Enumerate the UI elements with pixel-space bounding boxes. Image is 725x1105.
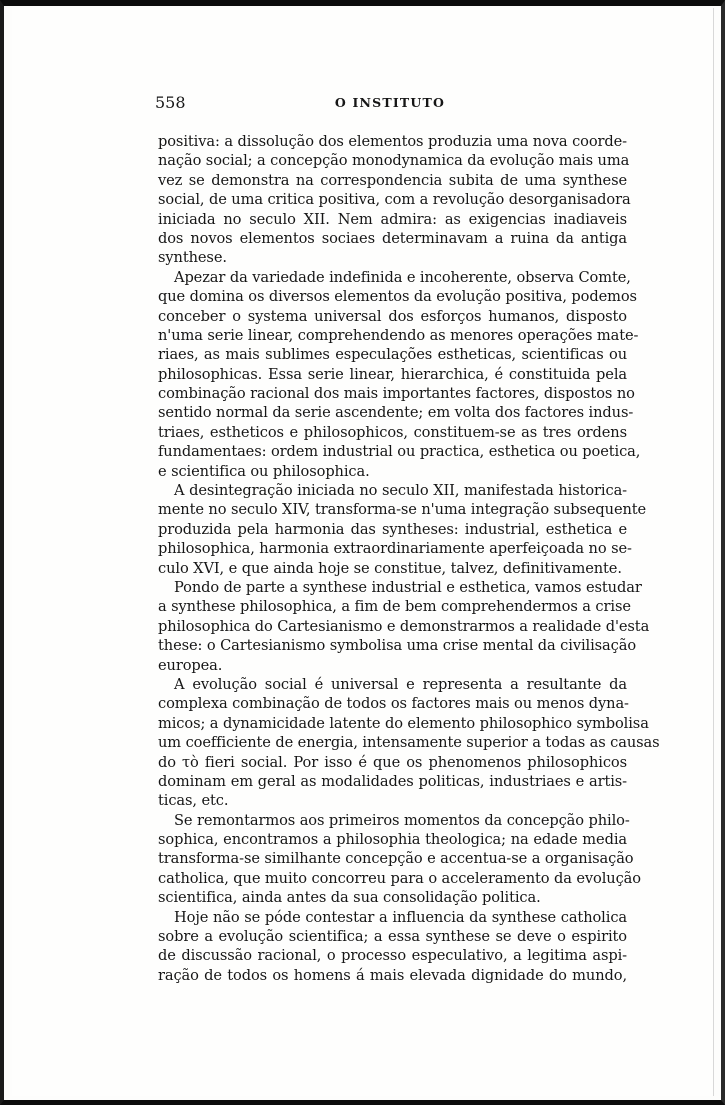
text-line: um coefficiente de energia, intensamente superior a todas as causas bbox=[158, 734, 660, 752]
text-line: complexa combinação de todos os factores mais ou menos dyna- bbox=[158, 695, 629, 713]
text-line: transforma-se similhante concepção e accentua-se a organisação bbox=[158, 850, 634, 868]
text-line: n'uma serie linear, comprehendendo as menores operações mate- bbox=[158, 326, 639, 344]
text-line: que domina os diversos elementos da evolução positiva, podemos bbox=[158, 288, 637, 306]
text-line: Se remontarmos aos primeiros momentos da concepção philo- bbox=[174, 811, 630, 829]
text-line: culo XVI, e que ainda hoje se constitue, talvez, definitivamente. bbox=[158, 559, 622, 577]
page-header bbox=[155, 92, 625, 114]
body-text bbox=[158, 132, 660, 985]
running-title: O INSTITUTO bbox=[334, 95, 446, 110]
text-line: combinação racional dos mais importantes factores, dispostos no bbox=[158, 385, 635, 403]
text-line: micos; a dynamicidade latente do elemento philosophico symbolisa bbox=[158, 714, 649, 732]
text-line: produzida pela harmonia das syntheses: industrial, esthetica e bbox=[158, 520, 627, 538]
text-line: catholica, que muito concorreu para o acceleramento da evolução bbox=[158, 869, 641, 887]
text-line: ticas, etc. bbox=[158, 792, 229, 810]
text-line: A evolução social é universal e representa a resultante da bbox=[174, 675, 627, 693]
page-number: 558 bbox=[155, 93, 186, 112]
text-line: philosophicas. Essa serie linear, hierarchica, é constituida pela bbox=[158, 365, 627, 383]
text-line: dominam em geral as modalidades politicas, industriaes e artis- bbox=[158, 772, 627, 790]
text-line: riaes, as mais sublimes especulações estheticas, scientificas ou bbox=[158, 346, 627, 364]
text-line: sophica, encontramos a philosophia theologica; na edade media bbox=[158, 831, 627, 849]
text-line: conceber o systema universal dos esforços humanos, disposto bbox=[158, 307, 627, 325]
text-line: vez se demonstra na correspondencia subita de uma synthese bbox=[158, 171, 627, 189]
text-line: positiva: a dissolução dos elementos produzia uma nova coorde- bbox=[158, 133, 627, 150]
text-line: these: o Cartesianismo symbolisa uma crise mental da civilisação bbox=[158, 637, 637, 655]
text-line: A desintegração iniciada no seculo XII, manifestada historica- bbox=[174, 482, 627, 500]
text-line: social, de uma critica positiva, com a revolução desorganisadora bbox=[158, 191, 631, 209]
text-line: iniciada no seculo XII. Nem admira: as exigencias inadiaveis bbox=[158, 210, 627, 228]
text-line: nação social; a concepção monodynamica da evolução mais uma bbox=[158, 152, 630, 170]
text-line: mente no seculo XIV, transforma-se n'uma integração subsequente bbox=[158, 501, 647, 519]
text-line: fundamentaes: ordem industrial ou practica, esthetica ou poetica, bbox=[158, 443, 641, 461]
text-line: ração de todos os homens á mais elevada dignidade do mundo, bbox=[158, 966, 627, 984]
text-line: Pondo de parte a synthese industrial e esthetica, vamos estudar bbox=[174, 578, 642, 596]
text-line: Hoje não se póde contestar a influencia da synthese catholica bbox=[174, 908, 627, 926]
text-line: triaes, estheticos e philosophicos, constituem-se as tres ordens bbox=[158, 423, 627, 441]
text-line: synthese. bbox=[158, 249, 227, 267]
text-line: Apezar da variedade indefinida e incoherente, observa Comte, bbox=[174, 268, 631, 286]
text-line: scientifica, ainda antes da sua consolidação politica. bbox=[158, 889, 541, 907]
text-line: e scientifica ou philosophica. bbox=[158, 462, 370, 480]
text-line: philosophica, harmonia extraordinariamente aperfeiçoada no se- bbox=[158, 540, 632, 558]
text-line: dos novos elementos sociaes determinavam a ruina da antiga bbox=[158, 229, 627, 247]
text-line: do τὸ fieri social. Por isso é que os phenomenos philosophicos bbox=[158, 753, 627, 771]
text-line: europea. bbox=[158, 656, 223, 674]
text-line: philosophica do Cartesianismo e demonstrarmos a realidade d'esta bbox=[158, 617, 650, 635]
text-line: de discussão racional, o processo especulativo, a legitima aspi- bbox=[158, 947, 627, 965]
text-line: sentido normal da serie ascendente; em volta dos factores indus- bbox=[158, 404, 634, 422]
text-line: sobre a evolução scientifica; a essa synthese se deve o espirito bbox=[158, 928, 627, 946]
text-line: a synthese philosophica, a fim de bem comprehendermos a crise bbox=[158, 598, 631, 616]
